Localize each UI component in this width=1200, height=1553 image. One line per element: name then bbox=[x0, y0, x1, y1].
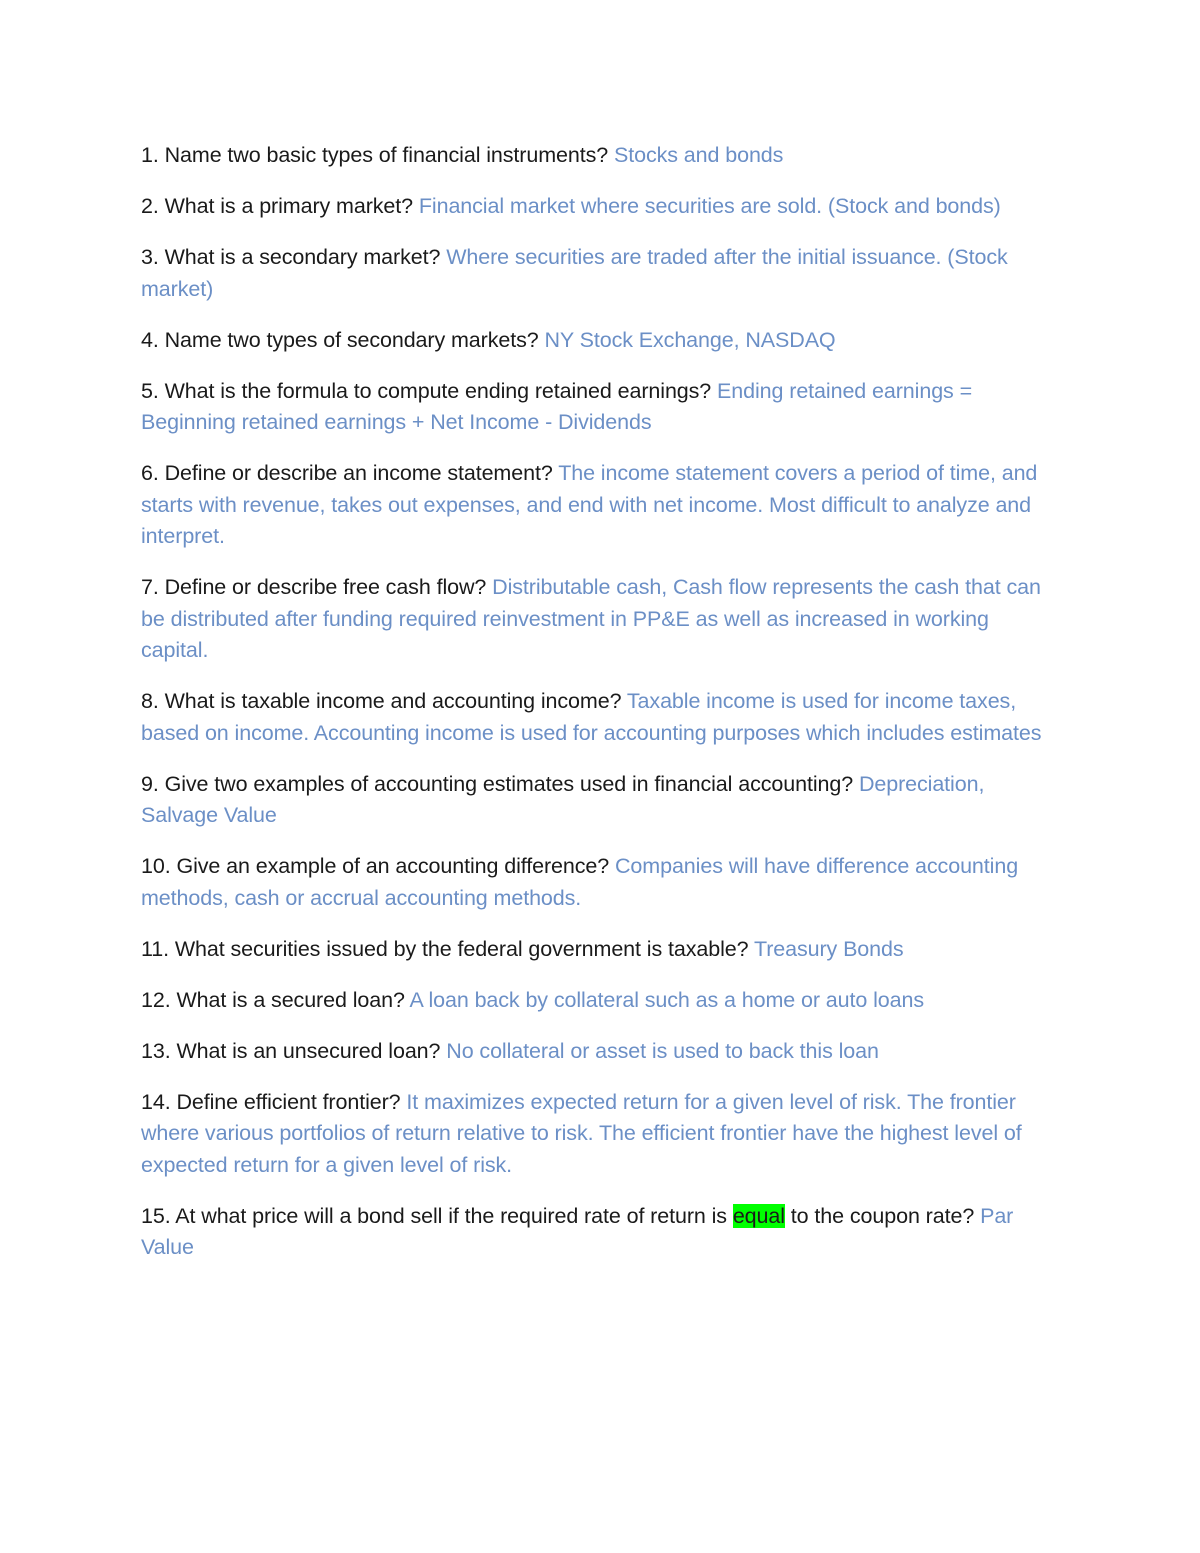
answer-text: The income statement covers a period of time, and starts with revenue, takes out expenses, and end with net income. Most difficult to analyze and interpret. bbox=[141, 461, 1038, 548]
question-text: 2. What is a primary market? bbox=[141, 194, 419, 218]
question-text: 13. What is an unsecured loan? bbox=[141, 1038, 447, 1063]
question-text: 11. What securities issued by the federal government is taxable? bbox=[141, 936, 754, 961]
qa-item-6 bbox=[141, 458, 1061, 553]
question-text: 4. Name two types of secondary markets? bbox=[141, 327, 545, 352]
answer-text: A loan back by collateral such as a home or auto loans bbox=[409, 987, 925, 1012]
qa-item-15 bbox=[141, 1201, 1061, 1264]
qa-item-10 bbox=[141, 851, 1061, 914]
qa-item-3 bbox=[141, 242, 1061, 305]
question-text: 14. Define efficient frontier? bbox=[141, 1089, 407, 1114]
question-text: 8. What is taxable income and accounting income? bbox=[141, 689, 627, 713]
answer-text: No collateral or asset is used to back this loan bbox=[446, 1038, 879, 1063]
answer-text: Treasury Bonds bbox=[753, 936, 904, 961]
qa-item-14 bbox=[141, 1087, 1061, 1182]
question-text: 10. Give an example of an accounting difference? bbox=[141, 854, 615, 878]
qa-item-5 bbox=[141, 376, 1061, 439]
question-text: 15. At what price will a bond sell if the required rate of return is bbox=[141, 1203, 733, 1228]
question-text: 5. What is the formula to compute ending retained earnings? bbox=[141, 378, 718, 403]
answer-text: Par Value bbox=[141, 1203, 1014, 1259]
answer-text: Ending retained earnings = Beginning retained earnings + Net Income - Dividends bbox=[141, 378, 973, 434]
qa-item-11 bbox=[141, 934, 1061, 966]
answer-text: NY Stock Exchange, NASDAQ bbox=[544, 327, 836, 352]
qa-item-7 bbox=[141, 572, 1061, 667]
answer-text: It maximizes expected return for a given level of risk. The frontier where various portfolios of return relative to risk. The efficient frontier have the highest level of expected return for a given level of risk. bbox=[141, 1089, 1022, 1177]
question-text: 3. What is a secondary market? bbox=[141, 245, 447, 269]
answer-text: Stocks and bonds bbox=[614, 143, 784, 167]
qa-item-1 bbox=[141, 140, 1061, 172]
qa-item-2 bbox=[141, 191, 1061, 223]
document-page bbox=[141, 140, 1061, 1283]
qa-item-8 bbox=[141, 686, 1061, 749]
question-text: 9. Give two examples of accounting estimates used in financial accounting? bbox=[141, 771, 859, 796]
question-text: 7. Define or describe free cash flow? bbox=[141, 575, 493, 599]
answer-text: Financial market where securities are sold. (Stock and bonds) bbox=[418, 194, 1001, 218]
qa-item-4 bbox=[141, 325, 1061, 357]
answer-text: Taxable income is used for income taxes, based on income. Accounting income is used for accounting purposes which includes estimates bbox=[141, 689, 1042, 745]
question-text: 1. Name two basic types of financial instruments? bbox=[141, 143, 614, 167]
question-text: 12. What is a secured loan? bbox=[141, 987, 410, 1012]
question-text: 6. Define or describe an income statement? bbox=[141, 461, 559, 485]
qa-item-12 bbox=[141, 985, 1061, 1017]
answer-text: Distributable cash, Cash flow represents the cash that can be distributed after funding required reinvestment in PP&E as well as increased in working capital. bbox=[141, 575, 1041, 662]
qa-item-13 bbox=[141, 1036, 1061, 1068]
highlighted-word: equal bbox=[732, 1203, 785, 1228]
answer-text: Companies will have difference accounting methods, cash or accrual accounting methods. bbox=[141, 854, 1019, 910]
qa-item-9 bbox=[141, 769, 1061, 832]
answer-text: Depreciation, Salvage Value bbox=[141, 771, 985, 827]
answer-text: Where securities are traded after the initial issuance. (Stock market) bbox=[141, 245, 1008, 301]
question-text: to the coupon rate? bbox=[784, 1203, 981, 1228]
